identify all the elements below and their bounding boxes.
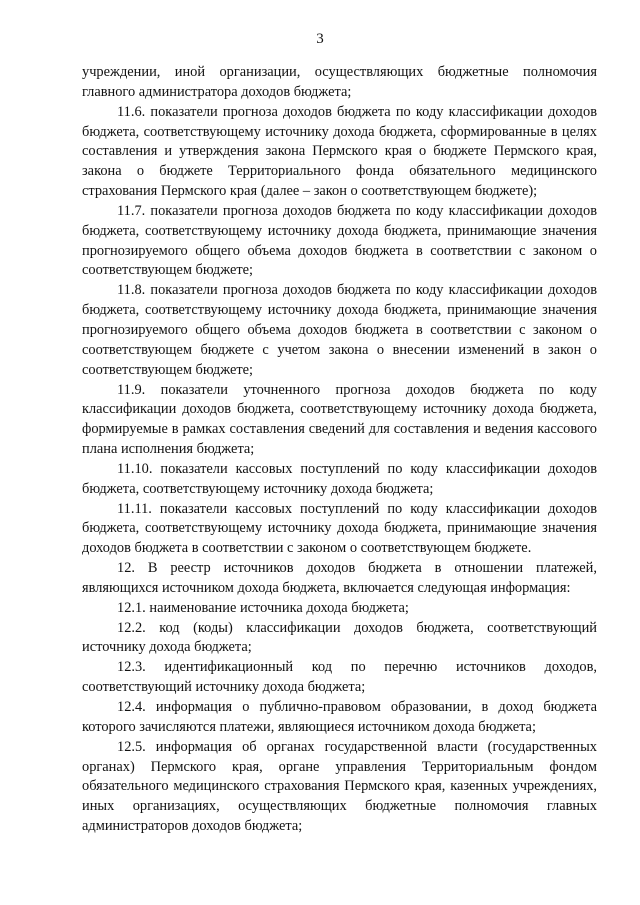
paragraph-11-6: 11.6. показатели прогноза доходов бюджета по коду классификации доходов бюджета, соответствующему источнику дохода бюджета, сформированные в целях составления и утверждения закона Пермского края о бюджете Пермского края, закона о бюджете Территориального фонда обязательного медицинского страхования Пермского края (далее – закон о соответствующем бюджете);: [82, 103, 597, 200]
paragraph-11-11: 11.11. показатели кассовых поступлений по коду классификации доходов бюджета, соответствующему источнику дохода бюджета, принимающие значения доходов бюджета в соответствии с законом о соответствующем бюджете.: [82, 500, 597, 557]
paragraph-12: 12. В реестр источников доходов бюджета в отношении платежей, являющихся источником дохода бюджета, включается следующая информация:: [82, 560, 597, 596]
paragraph-11-7: 11.7. показатели прогноза доходов бюджета по коду классификации доходов бюджета, соответствующему источнику дохода бюджета, принимающие значения прогнозируемого общего объема доходов бюджета в соответствии с законом о соответствующем бюджете;: [82, 202, 597, 279]
paragraph-12-1: 12.1. наименование источника дохода бюджета;: [117, 599, 409, 616]
paragraph-12-4: 12.4. информация о публично-правовом образовании, в доход бюджета которого зачисляются платежи, являющиеся источником дохода бюджета;: [82, 699, 597, 735]
paragraph-12-3: 12.3. идентификационный код по перечню источников доходов, соответствующий источнику дохода бюджета;: [82, 659, 597, 696]
paragraph-12-2: 12.2. код (коды) классификации доходов бюджета, соответствующий источнику дохода бюджета;: [82, 619, 597, 656]
paragraph-11-9: 11.9. показатели уточненного прогноза доходов бюджета по коду классификации доходов бюджета, соответствующему источнику дохода бюджета, формируемые в рамках составления сведений для составления и ведения кассового плана исполнения бюджета;: [82, 381, 597, 458]
page-number: 3: [316, 31, 324, 47]
document-body: [82, 63, 597, 837]
paragraph-12-5: 12.5. информация об органах государственной власти (государственных органах) Пермского края, органе управления Территориальным фондом обязательного медицинского страхования Пермского края, казенных учреждениях, иных организациях, осуществляющих бюджетные полномочия главных администраторов доходов бюджета;: [82, 738, 597, 835]
paragraph-11-8: 11.8. показатели прогноза доходов бюджета по коду классификации доходов бюджета, соответствующему источнику дохода бюджета, принимающие значения прогнозируемого общего объема доходов бюджета в соответствии с законом о соответствующем бюджете с учетом закона о внесении изменений в закон о соответствующем бюджете;: [82, 282, 597, 378]
paragraph-continuation: учреждении, иной организации, осуществляющих бюджетные полномочия главного администратора доходов бюджета;: [82, 64, 597, 100]
paragraph-11-10: 11.10. показатели кассовых поступлений по коду классификации доходов бюджета, соответствующему источнику дохода бюджета;: [82, 460, 597, 497]
